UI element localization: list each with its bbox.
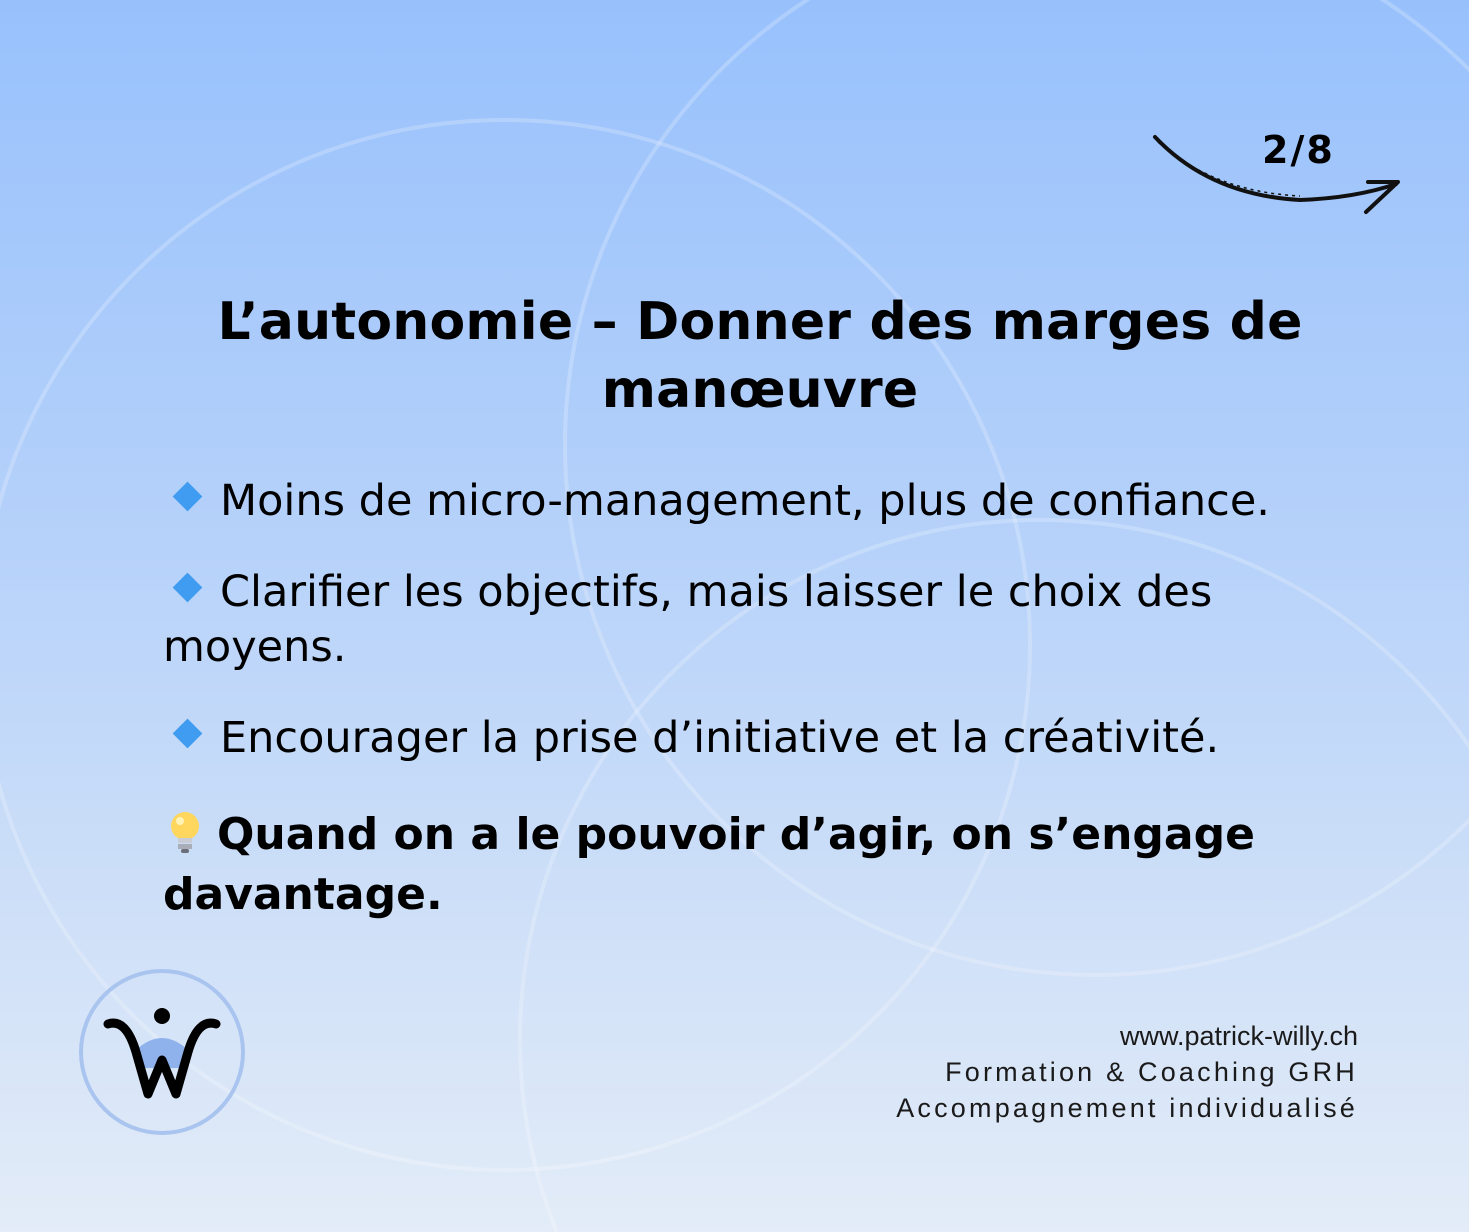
bullet-text: Clarifier les objectifs, mais laisser le choix des moyens. [163, 567, 1213, 672]
blue-diamond-icon [173, 573, 203, 603]
light-bulb-icon [163, 809, 207, 868]
footer-tagline-2: Accompagnement individualisé [896, 1093, 1358, 1123]
list-item [163, 565, 1343, 675]
blue-diamond-icon [173, 719, 203, 749]
list-item [163, 474, 1343, 529]
bullet-text: Moins de micro-management, plus de confiance. [220, 476, 1270, 526]
footer-tagline-1: Formation & Coaching GRH [945, 1057, 1358, 1087]
key-message [163, 808, 1343, 922]
key-message-text: Quand on a le pouvoir d’agir, on s’engage davantage. [163, 809, 1255, 920]
page-title: L’autonomie – Donner des marges de manœuvre [217, 292, 1303, 420]
logo [78, 968, 246, 1140]
website-link[interactable]: www.patrick-willy.ch [1119, 1021, 1358, 1051]
bullet-text: Encourager la prise d’initiative et la créativité. [220, 713, 1220, 763]
footer [896, 1018, 1358, 1126]
page-counter: 2/8 [1262, 128, 1335, 172]
list-item [163, 711, 1343, 766]
bullet-list [163, 474, 1343, 802]
blue-diamond-icon [173, 482, 203, 512]
